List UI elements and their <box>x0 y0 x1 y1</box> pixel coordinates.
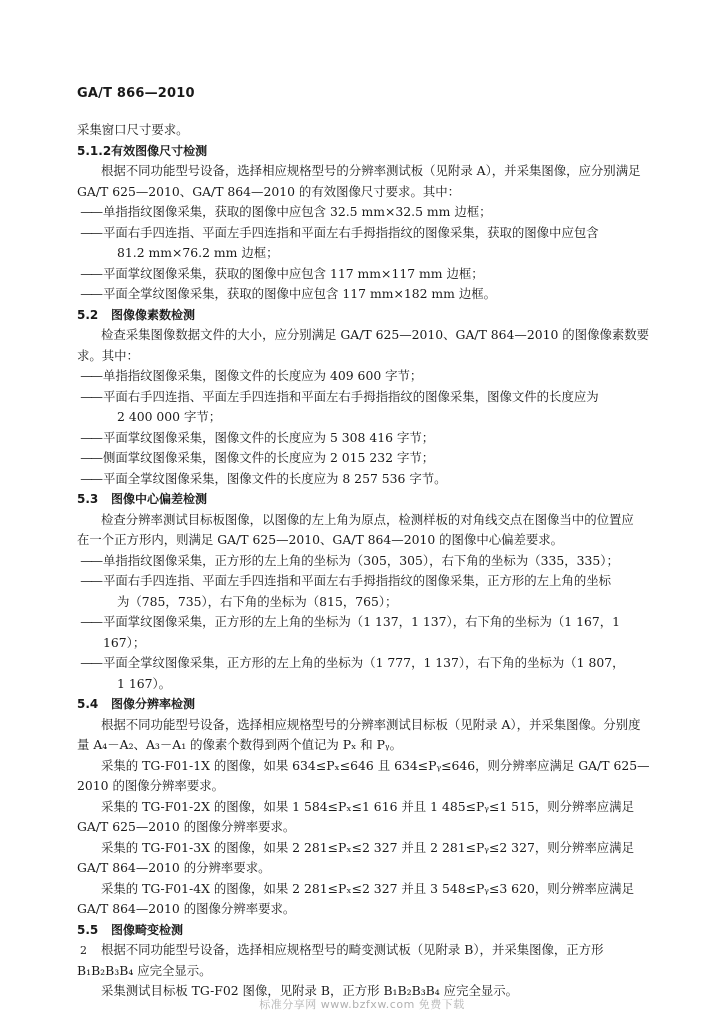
page-number: 2 <box>80 944 87 957</box>
list-item-text: 平面右手四连指、平面左手四连指和平面左右手拇指指纹的图像采集，正方形的左上角的坐标 <box>103 573 612 588</box>
list-item-text: 单指指纹图像采集，正方形的左上角的坐标为（305，305），右下角的坐标为（335，335）； <box>103 552 619 568</box>
paragraph-line: B₁B₂B₃B₄ 应完全显示。 <box>77 962 212 978</box>
paragraph-line: 在一个正方形内，则满足 GA/T 625—2010、GA/T 864—2010 的图像中心偏差要求。 <box>77 532 564 547</box>
section-heading <box>77 920 652 941</box>
paragraph-line: 采集的 TG-F01-3X 的图像，如果 2 281≤Pₓ≤2 327 并且 2 281≤Pᵧ≤2 327，则分辨率应满足 <box>101 839 634 855</box>
list-item <box>77 387 652 408</box>
paragraph-line: 根据不同功能型号设备，选择相应规格型号的畸变测试板（见附录 B），并采集图像，正方形 <box>101 942 604 957</box>
list-item-text: 平面全掌纹图像采集，获取的图像中应包含 117 mm×182 mm 边框。 <box>103 286 497 301</box>
list-item-text: 平面全掌纹图像采集，正方形的左上角的坐标为（1 777，1 137），右下角的坐标为（1 807， <box>103 655 625 670</box>
list-dash: —— <box>80 450 101 465</box>
paragraph-line: 检查采集图像数据文件的大小，应分别满足 GA/T 625—2010、GA/T 864—2010 的图像像素数要 <box>101 327 650 342</box>
section-number: 5.5 <box>77 922 99 937</box>
list-item <box>77 284 652 305</box>
paragraph-line: 采集的 TG-F01-1X 的图像，如果 634≤Pₓ≤646 且 634≤Pᵧ≤646，则分辨率应满足 GA/T 625— <box>101 757 650 773</box>
paragraph-line: 检查分辨率测试目标板图像，以图像的左上角为原点，检测样板的对角线交点在图像当中的位置应 <box>101 511 634 527</box>
list-item <box>77 551 652 572</box>
paragraph-line: 根据不同功能型号设备，选择相应规格型号的分辨率测试板（见附录 A），并采集图像，应分别满足 <box>101 163 641 178</box>
paragraph-line: 2010 的图像分辨率要求。 <box>77 778 224 793</box>
section-number: 5.4 <box>77 697 99 711</box>
list-dash: —— <box>80 470 101 486</box>
list-item <box>77 612 652 653</box>
section-title: 图像分辨率检测 <box>111 697 196 711</box>
list-item <box>77 571 652 592</box>
list-dash: —— <box>80 368 101 383</box>
list-item-text: 单指指纹图像采集，获取的图像中应包含 32.5 mm×32.5 mm 边框； <box>103 204 492 219</box>
list-item <box>77 428 652 449</box>
list-item-continuation: 81.2 mm×76.2 mm 边框； <box>117 245 279 260</box>
list-dash: —— <box>80 655 101 670</box>
list-item-text: 平面掌纹图像采集，获取的图像中应包含 117 mm×117 mm 边框； <box>103 265 484 281</box>
paragraph-line: 求。其中： <box>77 347 139 363</box>
list-dash: —— <box>80 388 101 404</box>
paragraph-line: GA/T 864—2010 的图像分辨率要求。 <box>77 901 296 916</box>
list-item <box>77 653 652 674</box>
section-number: 5.2 <box>77 307 99 322</box>
section-heading <box>77 694 652 715</box>
list-dash: —— <box>80 286 101 301</box>
paragraph-line: 采集窗口尺寸要求。 <box>77 122 189 137</box>
paragraph-line: 采集的 TG-F01-2X 的图像，如果 1 584≤Pₓ≤1 616 并且 1 485≤Pᵧ≤1 515，则分辨率应满足 <box>101 798 634 814</box>
section-title: 图像中心偏差检测 <box>111 492 208 506</box>
list-dash: —— <box>80 614 101 629</box>
paragraph-line: GA/T 864—2010 的分辨率要求。 <box>77 860 271 875</box>
list-item-continuation: 1 167）。 <box>117 675 172 691</box>
paragraph-line: GA/T 625—2010、GA/T 864—2010 的有效图像尺寸要求。其中： <box>77 183 461 199</box>
list-item <box>77 448 652 469</box>
standard-code-header: GA/T 866—2010 <box>77 86 195 101</box>
section-title: 图像畸变检测 <box>111 922 184 937</box>
list-item <box>77 202 652 223</box>
list-item-text: 单指指纹图像采集，图像文件的长度应为 409 600 字节； <box>103 368 423 383</box>
paragraph-line: 量 A₄－A₂、A₃－A₁ 的像素个数得到两个值记为 Pₓ 和 Pᵧ。 <box>77 737 402 752</box>
section-heading <box>77 489 652 510</box>
paragraph-line: 采集测试目标板 TG-F02 图像，见附录 B，正方形 B₁B₂B₃B₄ 应完全显示。 <box>101 983 519 998</box>
list-item-text: 侧面掌纹图像采集，图像文件的长度应为 2 015 232 字节； <box>103 450 435 465</box>
list-item <box>77 223 652 244</box>
paragraph-line: 采集的 TG-F01-4X 的图像，如果 2 281≤Pₓ≤2 327 并且 3 548≤Pᵧ≤3 620，则分辨率应满足 <box>101 880 634 896</box>
list-item-continuation: 2 400 000 字节； <box>117 409 222 424</box>
list-item-continuation: 为（785，735），右下角的坐标为（815，765）； <box>117 593 398 609</box>
watermark-footer: 标准分享网 www.bzfxw.com 免费下载 <box>259 998 465 1011</box>
list-item-text: 平面全掌纹图像采集，图像文件的长度应为 8 257 536 字节。 <box>103 470 447 486</box>
list-dash: —— <box>80 224 101 240</box>
list-item <box>77 469 652 490</box>
list-item-text: 平面右手四连指、平面左手四连指和平面左右手拇指指纹的图像采集，图像文件的长度应为 <box>103 388 599 404</box>
section-heading <box>77 141 652 162</box>
list-dash: —— <box>80 204 101 219</box>
list-dash: —— <box>80 265 101 281</box>
list-item <box>77 366 652 387</box>
section-title: 有效图像尺寸检测 <box>111 143 208 158</box>
document-body <box>77 120 652 1002</box>
list-dash: —— <box>80 573 101 588</box>
section-title: 图像像素数检测 <box>111 307 196 322</box>
list-item-text: 平面右手四连指、平面左手四连指和平面左右手拇指指纹的图像采集，获取的图像中应包含 <box>103 224 599 240</box>
paragraph-line: 根据不同功能型号设备，选择相应规格型号的分辨率测试目标板（见附录 A），并采集图像。分别度 <box>101 716 641 732</box>
list-item-text: 平面掌纹图像采集，图像文件的长度应为 5 308 416 字节； <box>103 429 435 445</box>
section-number: 5.3 <box>77 492 99 506</box>
list-item-text: 平面掌纹图像采集，正方形的左上角的坐标为（1 137，1 137），右下角的坐标为（1 167，1 167）； <box>103 614 620 650</box>
list-item <box>77 264 652 285</box>
list-dash: —— <box>80 429 101 445</box>
list-dash: —— <box>80 552 101 568</box>
section-heading <box>77 305 652 326</box>
paragraph-line: GA/T 625—2010 的图像分辨率要求。 <box>77 819 296 834</box>
section-number: 5.1.2 <box>77 143 112 158</box>
